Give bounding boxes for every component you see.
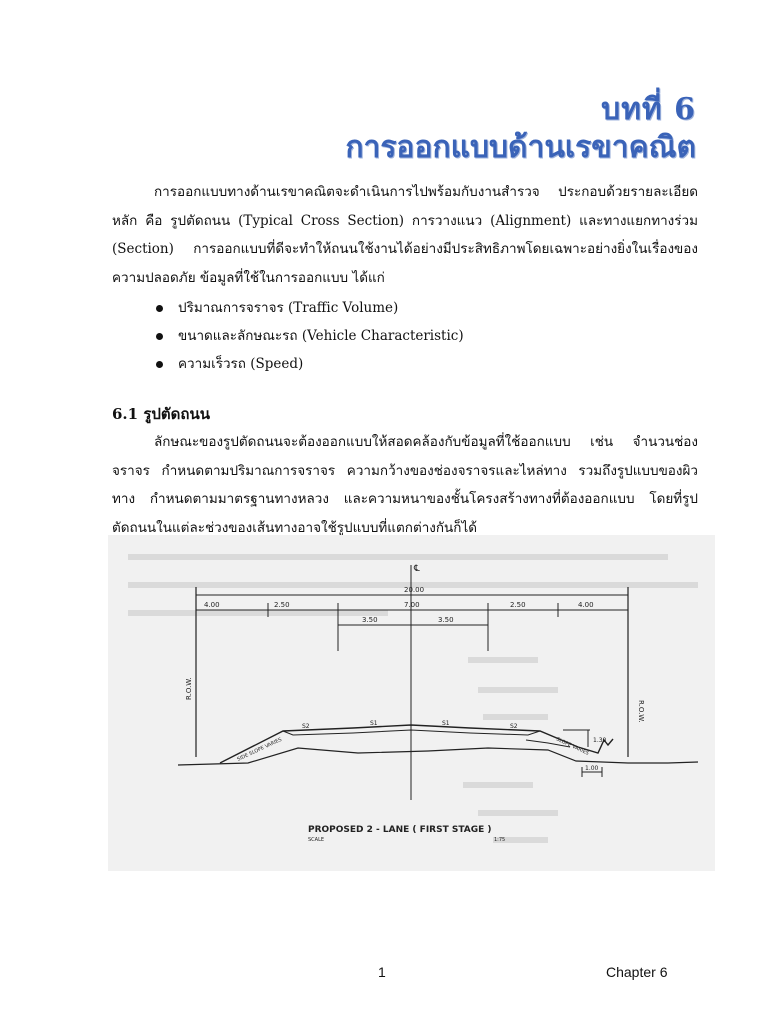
dim-label: 3.50 [362,616,378,624]
intro-paragraph: การออกแบบทางด้านเรขาคณิตจะดำเนินการไปพร้อมกับงานสำรวจ ประกอบด้วยรายละเอียดหลัก คือ รูปตัดถนน (Typical Cross Section) การวางแนว (Alignment) และทางแยกทางร่วม (Section) การออกแบบที่ดีจะทำให้ถนนใช้งานได้อย่างมีประสิทธิภาพโดยเฉพาะอย่างยิ่งในเรื่องของความปลอดภัย ข้อมูลที่ใช้ในการออกแบบ ได้แก่ [112,184,698,286]
dim-label: 7.00 [404,601,420,609]
slope-label: S1 [442,720,450,727]
section-heading: 6.1 รูปตัดถนน [112,405,210,423]
scale-value: 1:75 [494,837,506,843]
section-paragraph: ลักษณะของรูปตัดถนนจะต้องออกแบบให้สอดคล้องกับข้อมูลที่ใช้ออกแบบ เช่น จำนวนช่องจราจร กำหนดตามปริมาณการจราจร ความกว้างของช่องจราจรและไหล่ทาง รวมถึงรูปแบบของผิวทาง กำหนดตามมาตรฐานทางหลวง และความหนาของชั้นโครงสร้างทางที่ต้องออกแบบ โดยที่รูปตัดถนนในแต่ละช่วงของเส้นทางอาจใช้รูปแบบที่แตกต่างกันก็ได้ [112,434,698,536]
list-item [156,350,464,378]
row-label-left: R.O.W. [185,677,193,700]
dim-label: 4.00 [578,601,594,609]
scale-label: SCALE [308,837,325,843]
bullet-icon [156,305,163,312]
list-item [156,322,464,350]
footer-chapter: Chapter 6 [606,964,668,980]
slope-label: S2 [510,723,518,730]
centerline-symbol: ℄ [414,564,420,574]
chapter-label: บทที่ 6 [601,92,696,127]
row-label-right: R.O.W. [637,700,645,723]
dim-label: 2.50 [274,601,290,609]
dim-label: 2.50 [510,601,526,609]
dim-label: 3.50 [438,616,454,624]
side-slope-label-right: SLOPE VARIES [555,736,590,757]
list-item [156,294,464,322]
list-item-label: ความเร็วรถ (Speed) [178,356,304,372]
ditch-width-label: 1.00 [585,765,599,772]
cross-section-figure [108,535,715,871]
bleed-through-text [128,557,698,840]
total-width-label: 20.00 [404,586,425,594]
list-item-label: ขนาดและลักษณะรถ (Vehicle Characteristic) [178,328,464,344]
data-list [156,294,464,378]
footer-page-number: 1 [378,964,386,980]
ditch-depth-label: 1.30 [593,737,607,744]
bullet-icon [156,361,163,368]
side-slope-label-left: SIDE SLOPE VARIES [236,736,283,763]
figure-caption: PROPOSED 2 - LANE ( FIRST STAGE ) [308,825,492,835]
slope-label: S2 [302,723,310,730]
bullet-icon [156,333,163,340]
dim-label: 4.00 [204,601,220,609]
slope-label: S1 [370,720,378,727]
chapter-title: การออกแบบด้านเรขาคณิต [345,130,696,165]
list-item-label: ปริมาณการจราจร (Traffic Volume) [178,300,399,316]
